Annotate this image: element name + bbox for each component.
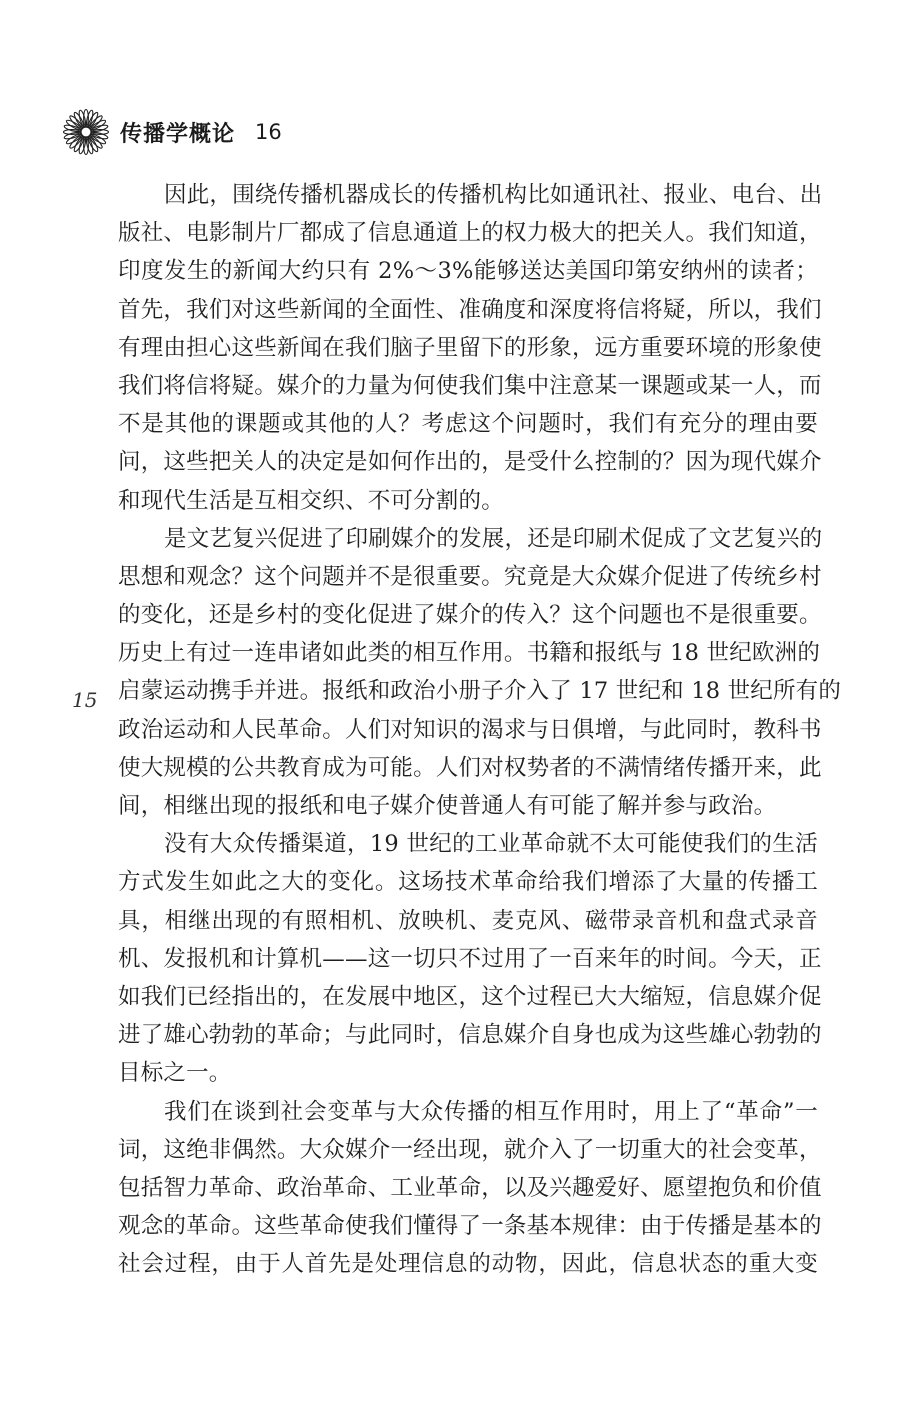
running-header — [62, 104, 282, 160]
text-line: 进了雄心勃勃的革命；与此同时，信息媒介自身也成为这些雄心勃勃的 — [118, 1022, 822, 1049]
text-line: 我们将信将疑。媒介的力量为何使我们集中注意某一课题或某一人，而 — [118, 372, 822, 399]
text-line: 间，相继出现的报纸和电子媒介使普通人有可能了解并参与政治。 — [118, 793, 777, 819]
text-line: 机、发报机和计算机——这一切只不过用了一百来年的时间。今天，正 — [118, 945, 822, 972]
text-line: 思想和观念？这个问题并不是很重要。究竟是大众媒介促进了传统乡村 — [118, 563, 822, 590]
text-line: 使大规模的公共教育成为可能。人们对权势者的不满情绪传播开来，此 — [118, 754, 822, 781]
text-line: 如我们已经指出的，在发展中地区，这个过程已大大缩短，信息媒介促 — [118, 983, 822, 1010]
text-line: 启蒙运动携手并进。报纸和政治小册子介入了 17 世纪和 18 世纪所有的 — [118, 678, 842, 705]
text-line: 有理由担心这些新闻在我们脑子里留下的形象，远方重要环境的形象使 — [118, 334, 822, 361]
margin-page-marker: 15 — [72, 688, 98, 712]
text-line: 社会过程，由于人首先是处理信息的动物，因此，信息状态的重大变 — [118, 1251, 818, 1278]
text-line: 观念的革命。这些革命使我们懂得了一条基本规律：由于传播是基本的 — [118, 1213, 822, 1240]
text-line: 印度发生的新闻大约只有 2%～3%能够送达美国印第安纳州的读者； — [118, 258, 818, 285]
text-line: 包括智力革命、政治革命、工业革命，以及兴趣爱好、愿望抱负和价值 — [118, 1174, 822, 1201]
text-line: 因此，围绕传播机器成长的传播机构比如通讯社、报业、电台、出 — [164, 182, 823, 208]
flower-ornament-icon — [62, 108, 110, 156]
text-line: 不是其他的课题或其他的人？考虑这个问题时，我们有充分的理由要 — [118, 411, 818, 438]
body-text — [118, 176, 842, 1283]
text-line: 方式发生如此之大的变化。这场技术革命给我们增添了大量的传播工 — [118, 869, 818, 896]
text-line: 我们在谈到社会变革与大众传播的相互作用时，用上了“革命”一 — [164, 1098, 818, 1125]
text-line: 是文艺复兴促进了印刷媒介的发展，还是印刷术促成了文艺复兴的 — [164, 525, 823, 552]
text-line: 目标之一。 — [118, 1060, 232, 1087]
text-line: 版社、电影制片厂都成了信息通道上的权力极大的把关人。我们知道， — [118, 220, 822, 247]
book-title: 传播学概论 — [120, 121, 236, 147]
text-line: 词，这绝非偶然。大众媒介一经出现，就介入了一切重大的社会变革， — [118, 1136, 822, 1163]
text-line: 没有大众传播渠道，19 世纪的工业革命就不太可能使我们的生活 — [164, 831, 818, 858]
text-line: 首先，我们对这些新闻的全面性、准确度和深度将信将疑，所以，我们 — [118, 296, 822, 323]
text-line: 的变化，还是乡村的变化促进了媒介的传入？这个问题也不是很重要。 — [118, 602, 822, 629]
text-line: 和现代生活是互相交织、不可分割的。 — [118, 487, 504, 514]
page-number: 16 — [255, 120, 282, 144]
text-line: 具，相继出现的有照相机、放映机、麦克风、磁带录音机和盘式录音 — [118, 907, 818, 934]
text-line: 政治运动和人民革命。人们对知识的渴求与日俱增，与此同时，教科书 — [118, 716, 822, 743]
text-line: 问，这些把关人的决定是如何作出的，是受什么控制的？因为现代媒介 — [118, 449, 822, 476]
text-line: 历史上有过一连串诸如此类的相互作用。书籍和报纸与 18 世纪欧洲的 — [118, 640, 821, 667]
